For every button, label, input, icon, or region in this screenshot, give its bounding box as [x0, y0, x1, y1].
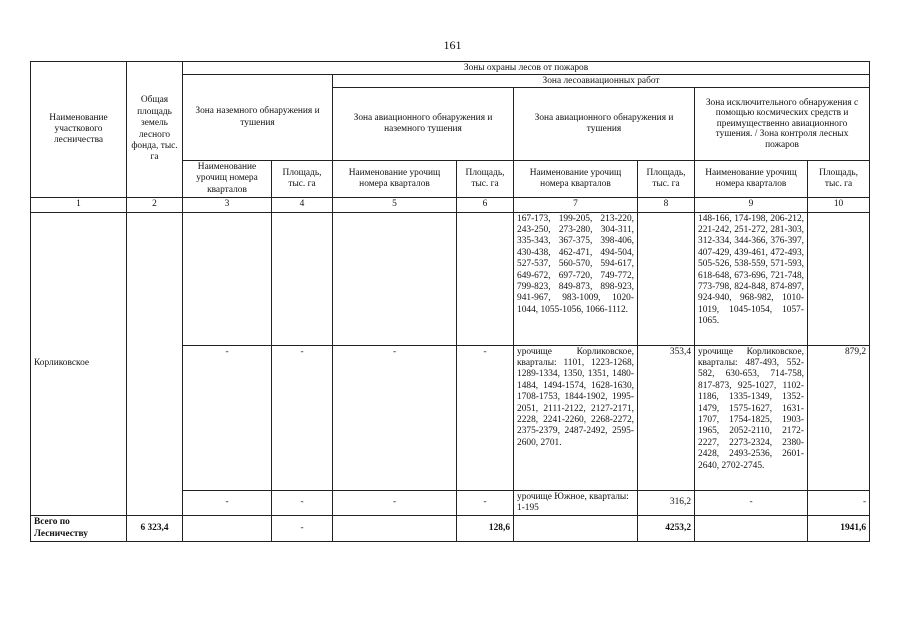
header-row-1 — [31, 62, 870, 75]
col7-quarters-cell: 167-173, 199-205, 213-220, 243-250, 273-280, 304-311, 335-343, 367-375, 398-406, 430-438, 462-471, 494-504, 527-537, 560-570, 594-617, 649-672, 697-720, 749-772, 799-823, 849-873, 898-923, 941-967, 983-1009, 1020-1044, 1055-1056, 1066-1112. — [514, 212, 638, 345]
col9-quarters-cell: 148-166, 174-198, 206-212, 221-242, 251-272, 281-303, 312-334, 344-366, 376-397, 407-429, 439-461, 472-493, 505-526, 538-559, 571-593, 618-648, 673-696, 721-748, 773-798, 824-848, 874-897, 924-940, 968-982, 1010-1019, 1045-1054, 1057-1065. — [695, 212, 808, 345]
header-col7-name: Наименование урочищ номера кварталов — [514, 161, 638, 198]
forest-fire-zones-table — [30, 61, 870, 542]
col5-cell: - — [333, 490, 457, 516]
col6-cell: - — [457, 490, 514, 516]
col10-cell: - — [808, 490, 870, 516]
col8-area-cell: 353,4 — [638, 345, 695, 490]
header-forestry-name: Наименование участкового лесничества — [31, 62, 127, 198]
col8-area-cell: 316,2 — [638, 490, 695, 516]
header-ground-zone: Зона наземного обнаружения и тушения — [183, 75, 333, 161]
col8-cell — [638, 212, 695, 345]
total-col8-value: 4253,2 — [638, 516, 695, 542]
col10-cell — [808, 212, 870, 345]
col4-cell — [272, 212, 333, 345]
column-number: 10 — [808, 198, 870, 212]
col3-cell: - — [183, 490, 272, 516]
col9-quarters-cell: урочище Корликовское, кварталы: 487-493, 552-582, 630-653, 714-758, 817-873, 925-1027, 1102-1186, 1335-1349, 1352-1479, 1575-1627, 1631-1707, 1754-1825, 1903-1965, 2052-2110, 2172-2227, 2273-2324, 2380-2428, 2493-2536, 2601-2640, 2702-2745. — [695, 345, 808, 490]
column-number: 6 — [457, 198, 514, 212]
header-col9-name: Наименование урочищ номера кварталов — [695, 161, 808, 198]
total-col7 — [514, 516, 638, 542]
col3-cell — [183, 212, 272, 345]
col6-cell: - — [457, 345, 514, 490]
total-col10-value: 1941,6 — [808, 516, 870, 542]
total-col5 — [333, 516, 457, 542]
column-number-row — [31, 198, 870, 212]
header-total-area: Общая площадь земель лесного фонда, тыс. га — [127, 62, 183, 198]
column-number: 1 — [31, 198, 127, 212]
header-col10-area: Площадь, тыс. га — [808, 161, 870, 198]
total-row — [31, 516, 870, 542]
total-col9 — [695, 516, 808, 542]
column-number: 8 — [638, 198, 695, 212]
total-col6-value: 128,6 — [457, 516, 514, 542]
header-space-zone: Зона исключительного обнаружения с помощью космических средств и преимущественно авиационного тушения. / Зона контроля лесных пожаров — [695, 88, 870, 161]
col7-quarters-cell: урочище Южное, кварталы: 1-195 — [514, 490, 638, 516]
header-col8-area: Площадь, тыс. га — [638, 161, 695, 198]
page-number: 161 — [443, 38, 462, 52]
total-label: Всего по Лесничеству — [31, 516, 127, 542]
header-aviation-ground-zone: Зона авиационного обнаружения и наземного тушения — [333, 88, 514, 161]
header-aviation-zone: Зона лесоавиационных работ — [333, 75, 870, 88]
data-row-continuation — [31, 212, 870, 345]
column-number: 9 — [695, 198, 808, 212]
header-col6-area: Площадь, тыс. га — [457, 161, 514, 198]
col4-cell: - — [272, 345, 333, 490]
total-col4-value: - — [272, 516, 333, 542]
header-col5-name: Наименование урочищ номера кварталов — [333, 161, 457, 198]
col7-quarters-cell: урочище Корликовское, кварталы: 1101, 1223-1268, 1289-1334, 1350, 1351, 1480-1484, 1494-1574, 1628-1630, 1708-1753, 1844-1902, 1995-2051, 2111-2122, 2127-2171, 2228, 2241-2260, 2268-2272, 2375-2379, 2487-2492, 2595-2600, 2701. — [514, 345, 638, 490]
header-col4-area: Площадь, тыс. га — [272, 161, 333, 198]
col5-cell — [333, 212, 457, 345]
header-aviation-zone-full: Зона авиационного обнаружения и тушения — [514, 88, 695, 161]
col10-area-cell: 879,2 — [808, 345, 870, 490]
header-protection-zones: Зоны охраны лесов от пожаров — [183, 62, 870, 75]
forestry-name-cell: Корликовское — [31, 212, 127, 516]
column-number: 7 — [514, 198, 638, 212]
header-col3-name: Наименование урочищ номера кварталов — [183, 161, 272, 198]
col6-cell — [457, 212, 514, 345]
total-col3 — [183, 516, 272, 542]
column-number: 5 — [333, 198, 457, 212]
col4-cell: - — [272, 490, 333, 516]
column-number: 2 — [127, 198, 183, 212]
col9-cell: - — [695, 490, 808, 516]
total-area-value: 6 323,4 — [127, 516, 183, 542]
column-number: 4 — [272, 198, 333, 212]
col3-cell: - — [183, 345, 272, 490]
total-area-cell — [127, 212, 183, 516]
column-number: 3 — [183, 198, 272, 212]
col5-cell: - — [333, 345, 457, 490]
